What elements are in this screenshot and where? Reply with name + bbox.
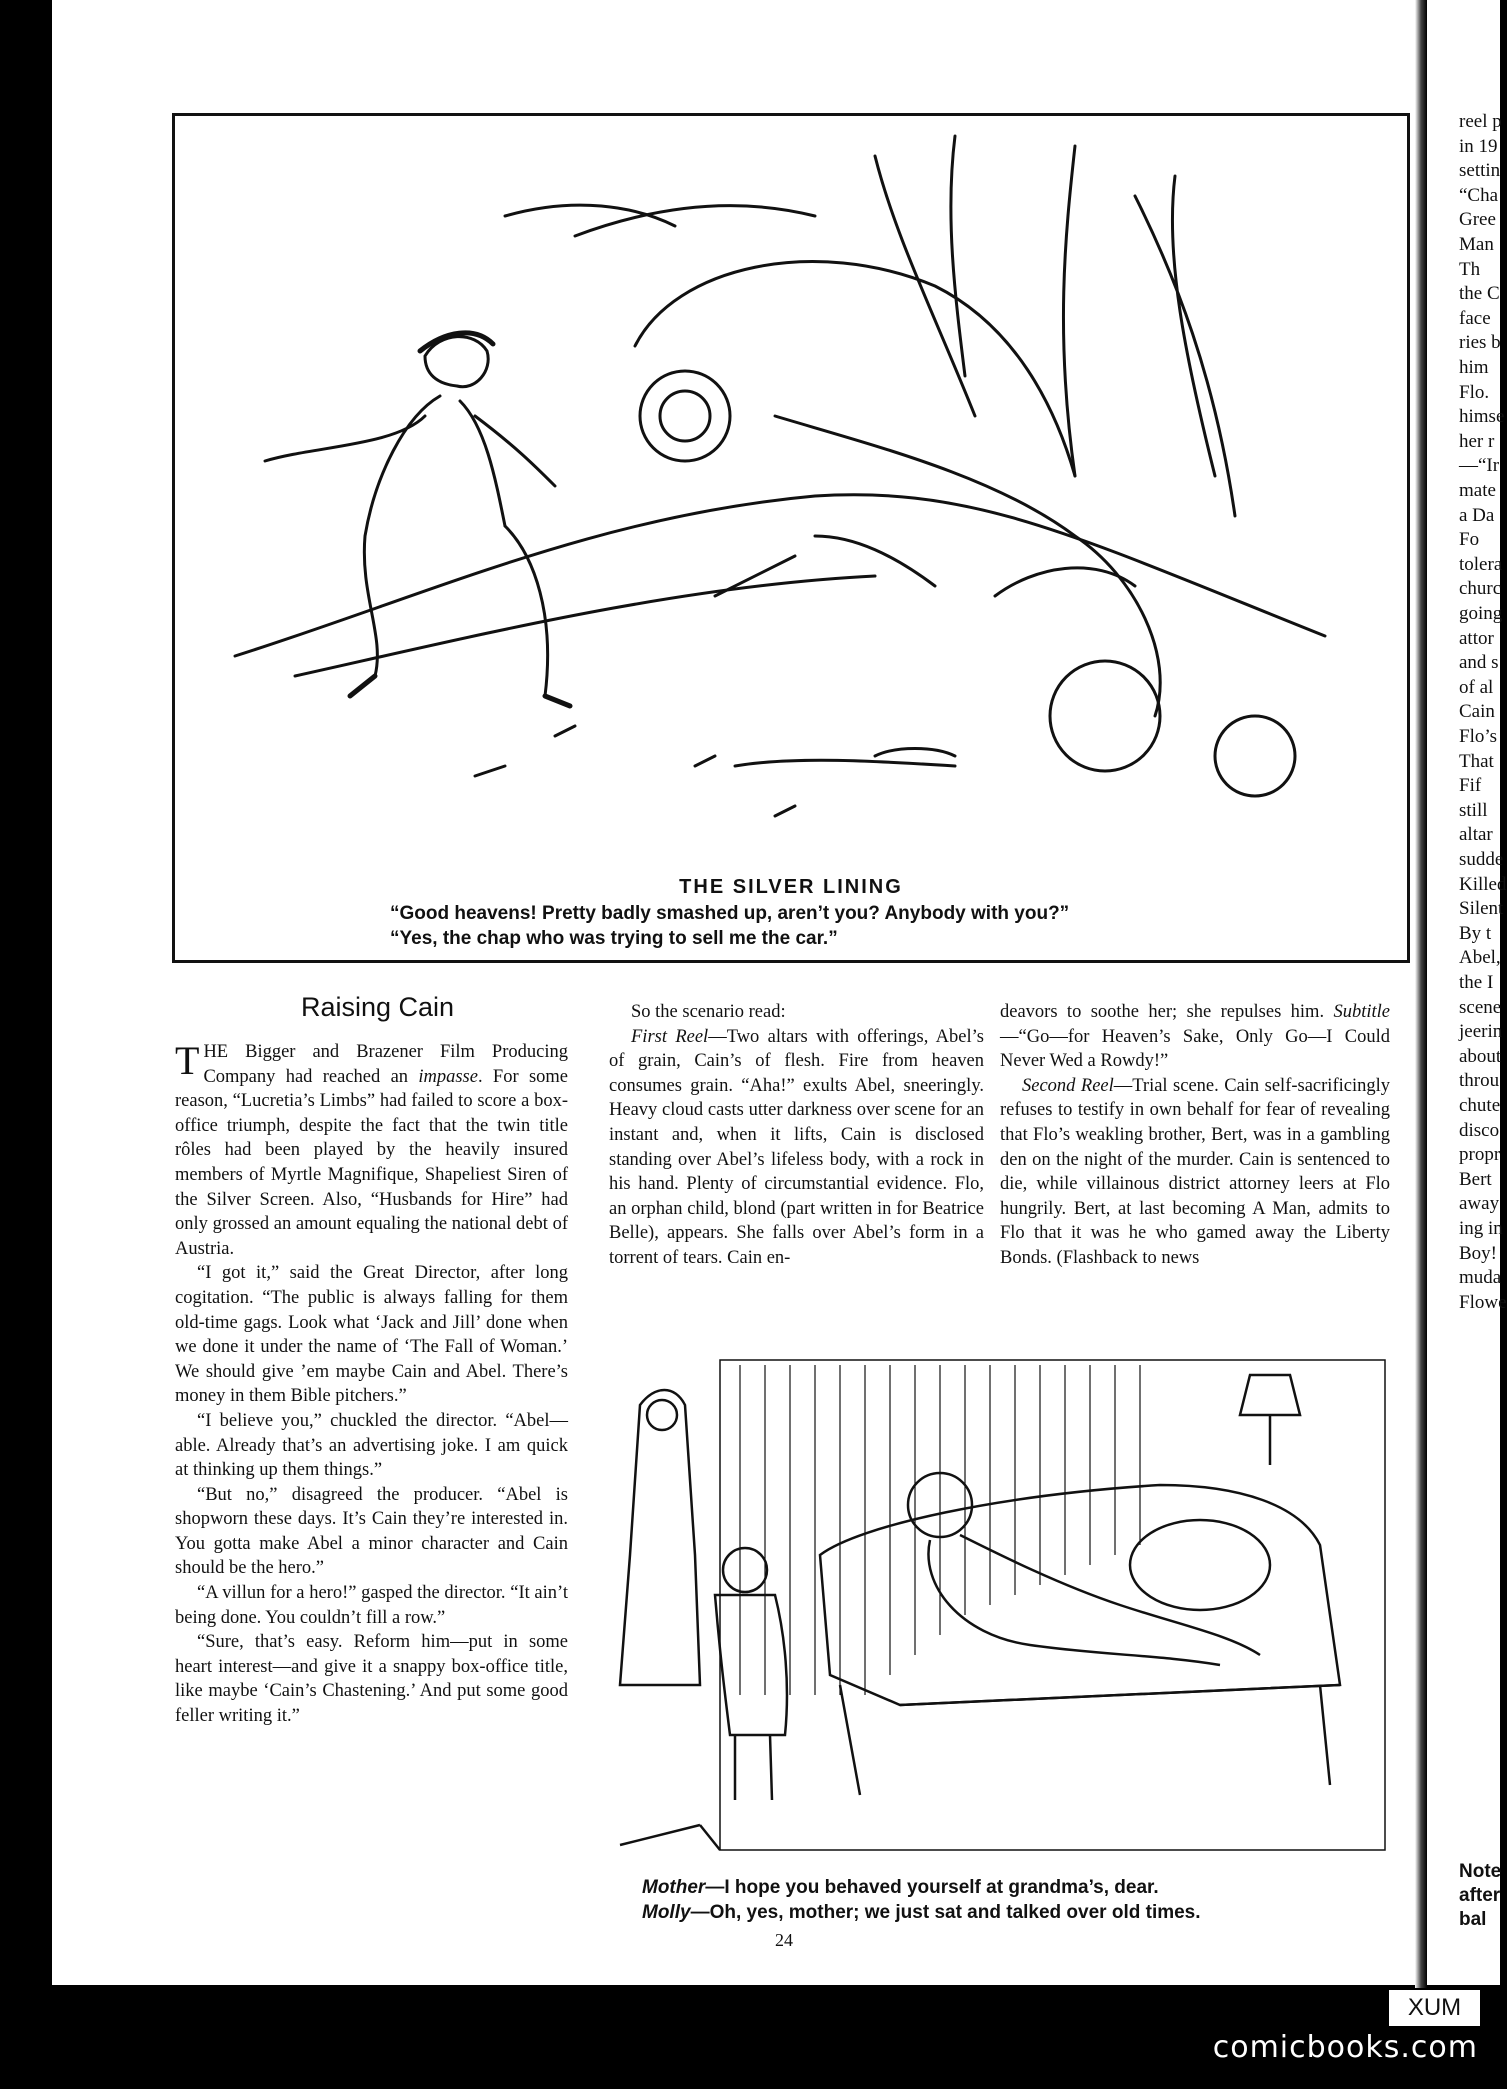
- facing-page-line: Th: [1459, 258, 1481, 280]
- article-paragraph: “Sure, that’s easy. Reform him—put in some heart interest—and give it a snappy box-office title, like maybe ‘Cain’s Chastening.’ And put some good feller writing it.”: [175, 1632, 568, 1727]
- facing-page: [1427, 0, 1507, 1985]
- facing-page-line: mate: [1459, 480, 1496, 501]
- cartoon-caption-molly: [642, 1902, 1201, 1924]
- facing-page-line: about: [1459, 1045, 1502, 1067]
- facing-page-line: a Da: [1459, 504, 1495, 526]
- facing-page-line: sudde: [1459, 849, 1504, 870]
- facing-page-line: jeerin: [1459, 1021, 1503, 1043]
- subtitle-text: —“Go—for Heaven’s Sake, Only Go—I Could Never Wed a Rowdy!”: [1000, 1026, 1390, 1072]
- article-column-2: [609, 1000, 984, 1271]
- facing-page-line: Flowe: [1459, 1291, 1507, 1313]
- facing-page-line: going: [1459, 603, 1503, 624]
- first-reel-text: —Two altars with offerings, Abel’s of grain, Cain’s of flesh. Fire from heaven consumes grain. “Aha!” exults Abel, sneeringly. Heavy cloud casts utter darkness over scene for an instant and, when it lifts, Cain is disclosed standing over Abel’s lifeless body, with a rock in his hand. Plenty of circumstantial evidence. Flo, an orphan child, blond (part written in for Beatrice Belle), appears. She falls over Abel’s form in a torrent of tears. Cain en-: [609, 1026, 984, 1268]
- article-paragraph: “A villun for a hero!” gasped the director. “It ain’t being done. You couldn’t fill a row.”: [175, 1583, 568, 1628]
- page-number: 24: [775, 1930, 793, 1950]
- facing-page-line: altar: [1459, 824, 1493, 846]
- facing-page-line: the C: [1459, 283, 1500, 305]
- facing-page-line: the I: [1459, 972, 1494, 993]
- mother-molly-illustration: [600, 1355, 1390, 1855]
- facing-page-line: Fo: [1459, 529, 1480, 551]
- facing-page-line: Boy!: [1459, 1242, 1497, 1264]
- facing-page-line: Fif: [1459, 775, 1482, 797]
- facing-page-line: him: [1459, 357, 1489, 378]
- facing-page-line: Flo’s: [1459, 726, 1498, 747]
- facing-page-line: Flo.: [1459, 381, 1490, 403]
- second-reel-text: —Trial scene. Cain self-sacrificingly refuses to testify in own behalf for fear of revealing that Flo’s weakling brother, Bert, was in a gambling den on the night of the murder. Cain is sentenced to die, while villainous district attorney leers at Flo hungrily. Bert, at last becoming A Man, admits to Flo that it was he who gamed away the Liberty Bonds. (Flashback to news: [1000, 1075, 1390, 1268]
- second-reel-label: Second Reel: [1022, 1075, 1114, 1096]
- facing-page-line: of al: [1459, 676, 1494, 698]
- facing-page-line: disco: [1459, 1119, 1500, 1141]
- article-column-3: [1000, 1000, 1390, 1271]
- facing-page-line: muda: [1459, 1267, 1502, 1289]
- facing-page-line: Silent: [1459, 898, 1504, 920]
- watermark: comicbooks.com: [1212, 2030, 1478, 2065]
- facing-page-line: “Cha: [1459, 184, 1499, 206]
- facing-page-line: reel p: [1459, 111, 1502, 132]
- article-column-1: [175, 1040, 568, 1729]
- facing-page-line: Cain: [1459, 701, 1495, 723]
- facing-page-line: throu: [1459, 1070, 1500, 1092]
- facing-page-line: settin: [1459, 160, 1501, 182]
- facing-page-line: ries b: [1459, 332, 1501, 354]
- facing-page-line: churc: [1459, 578, 1502, 600]
- mother-line: —I hope you behaved yourself at grandma’s, dear.: [705, 1877, 1159, 1898]
- speaker-molly: Molly: [642, 1902, 691, 1923]
- subtitle-label: Subtitle: [1333, 1002, 1391, 1022]
- facing-page-line: Gree: [1459, 209, 1496, 231]
- speaker-mother: Mother: [642, 1877, 706, 1898]
- cartoon-title: THE SILVER LINING: [679, 876, 903, 898]
- facing-page-line: face: [1459, 307, 1491, 329]
- facing-page-caption-line: after: [1459, 1885, 1501, 1906]
- facing-page-line: That: [1459, 750, 1494, 772]
- facing-page-line: Killed: [1459, 873, 1507, 895]
- facing-page-line: propr: [1459, 1144, 1501, 1166]
- facing-page-line: chute: [1459, 1095, 1501, 1116]
- facing-page-line: tolera: [1459, 553, 1503, 575]
- facing-page-line: himse: [1459, 406, 1505, 428]
- facing-page-line: in 19: [1459, 135, 1498, 157]
- column-3-opening: deavors to soothe her; she repulses him.: [1000, 1002, 1325, 1022]
- car-crash-illustration: [175, 116, 1407, 856]
- article-paragraph: “I believe you,” chuckled the director. “Abel—able. Already that’s an advertising joke. I am quick at thinking up them things.”: [175, 1410, 568, 1481]
- facing-page-line: Man: [1459, 234, 1494, 255]
- article-heading: Raising Cain: [300, 992, 455, 1022]
- facing-page-caption-line: Note: [1459, 1861, 1502, 1882]
- page-gutter: [1415, 0, 1427, 1990]
- drop-cap: T: [175, 1038, 200, 1083]
- scan-stamp: XUM: [1387, 1988, 1482, 2028]
- facing-page-line: still: [1459, 799, 1488, 821]
- facing-page-line: her r: [1459, 430, 1495, 452]
- facing-page-line: Abel,: [1459, 947, 1501, 969]
- cartoon-caption-line-2: “Yes, the chap who was trying to sell me the car.”: [390, 928, 838, 949]
- column-1-paragraphs: [175, 1040, 568, 1729]
- molly-line: —Oh, yes, mother; we just sat and talked over old times.: [690, 1902, 1201, 1923]
- facing-page-caption-line: bal: [1459, 1909, 1487, 1930]
- facing-page-line: —“Ir: [1459, 455, 1500, 477]
- scenario-intro: So the scenario read:: [631, 1002, 786, 1022]
- first-reel-label: First Reel: [631, 1026, 709, 1047]
- article-paragraph: “I got it,” said the Great Director, after long cogitation. “The public is always falling for them old-time gags. Look what ‘Jack and Jill’ done when we done it under the name of ‘The Fall of Woman.’ We should give ’em maybe Cain and Abel. There’s money in them Bible pitchers.”: [175, 1263, 568, 1407]
- facing-page-line: away: [1459, 1193, 1500, 1215]
- silver-lining-cartoon: [172, 113, 1410, 963]
- cartoon-caption-mother: [642, 1877, 1159, 1899]
- facing-page-line: and s: [1459, 652, 1499, 674]
- cartoon-caption-line-1: “Good heavens! Pretty badly smashed up, aren’t you? Anybody with you?”: [390, 903, 1070, 924]
- article-paragraph: HE Bigger and Brazener Film Producing Company had reached an impasse. For some reason, “Lucretia’s Limbs” had failed to score a box-office triumph, despite the fact that the twin title rôles had been played by the heavily insured members of Myrtle Magnifique, Shapeliest Siren of the Silver Screen. Also, “Husbands for Hire” had only grossed an amount equaling the national debt of Austria.: [175, 1042, 569, 1259]
- facing-page-line: By t: [1459, 922, 1492, 944]
- facing-page-line: scene: [1459, 996, 1502, 1018]
- article-paragraph: “But no,” disagreed the producer. “Abel is shopworn these days. It’s Cain they’re interested in. You gotta make Abel a minor character and Cain should be the hero.”: [175, 1484, 568, 1579]
- facing-page-line: attor: [1459, 627, 1494, 649]
- facing-page-line: Bert: [1459, 1168, 1492, 1190]
- facing-page-line: ing in: [1459, 1218, 1503, 1239]
